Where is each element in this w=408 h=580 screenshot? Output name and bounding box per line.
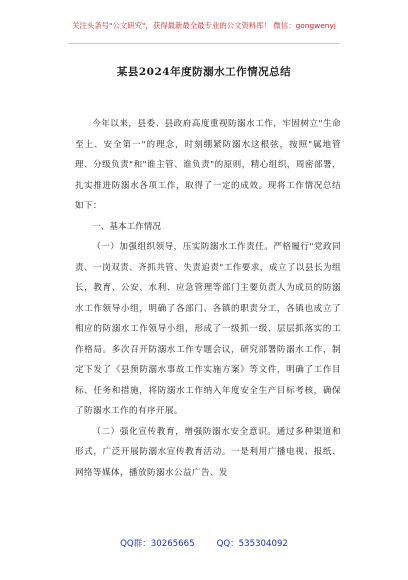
section-heading: 一、基本工作情况 (92, 221, 161, 232)
paragraph-organization: （一）加强组织领导，压实防溺水工作责任。严格履行"党政同责、一岗双责、齐抓共管、失责追责"工作要求，成立了以县长为组长，教育、公安、水利、应急管理等部门主要负责人为成员的防溺水工作领导小组，明确了各部门、各镇的职责分工，各镇也成立了相应的防溺水工作领导小组，形成了一级抓一级、层层抓落实的工作格局。多次召开防溺水工作专题会议，研究部署防溺水工作，制定下发了《县预防溺水事故工作实施方案》等文件，明确了工作目标、任务和措施，将防溺水工作纳入年度安全生产目标考核，确保了防溺水工作的有序开展。 (75, 242, 341, 416)
paragraph-publicity: （二）强化宣传教育，增强防溺水安全意识。通过多种渠道和形式，广泛开展防溺水宣传教育活动。一是利用广播电视、报纸、网络等媒体，播放防溺水公益广告、发 (75, 426, 341, 478)
footer-qq-number: QQ：535304092 (216, 539, 288, 549)
intro-paragraph: 今年以来，县委、县政府高度重视防溺水工作，牢固树立"生命至上、安全第一"的理念，时刻绷紧防溺水这根弦，按照"属地管理、分级负责"和"谁主管、谁负责"的原则，精心组织，周密部署，扎实推进防溺水各项工作，取得了一定的成效。现将工作情况总结如下： (75, 119, 341, 211)
document-body (75, 114, 341, 483)
footer-qq-group: QQ群：30265665 (120, 539, 195, 549)
footer-contact (0, 537, 408, 549)
header-banner: 关注头条号"公文研究"，获得最新最全最专业的公文资料库！ 微信：gongwenyj (72, 21, 336, 30)
document-title: 某县2024年度防溺水工作情况总结 (116, 66, 292, 78)
header-divider (68, 43, 340, 44)
